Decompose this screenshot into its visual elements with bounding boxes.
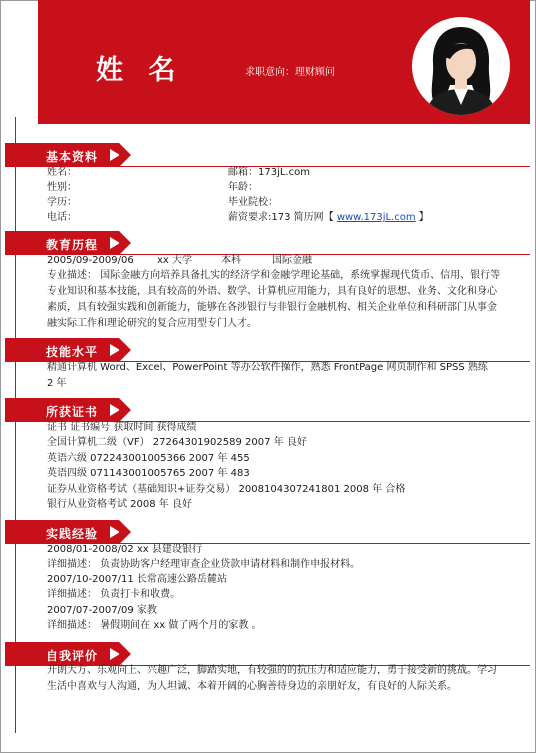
cert-row: 全国计算机二级（VF） 27264301902589 2007 年 良好 xyxy=(47,437,307,448)
experience-row: 2007/07-2007/09 家教 xyxy=(47,605,157,616)
section-header-skills xyxy=(5,338,119,362)
salary-suffix: 】 xyxy=(418,212,429,223)
section-header-experience xyxy=(5,520,119,544)
field-phone: 电话： xyxy=(47,212,77,223)
edu-major: 国际金融 xyxy=(272,255,312,266)
experience-row: 2008/01-2008/02 xx 县建设银行 xyxy=(47,544,202,555)
play-arrow-icon xyxy=(110,648,120,660)
experience-row: 详细描述： 负责协助客户经理审查企业贷款申请材料和制作申报材料。 xyxy=(47,559,361,570)
salary-label: 薪资要求:173 简历网【 xyxy=(228,212,334,223)
section-title-basic: 基本资料 xyxy=(46,150,99,164)
section-header-certs xyxy=(5,398,119,422)
play-arrow-icon xyxy=(110,344,120,356)
website-link[interactable]: www.173jL.com xyxy=(336,212,416,223)
field-degree: 学历： xyxy=(47,197,77,208)
skills-text: 精通计算机 Word、Excel、PowerPoint 等办公软件操作，熟悉 FrontPage 网页制作和 SPSS 熟练 2 年 xyxy=(47,362,488,389)
edu-period: 2005/09-2009/06 xyxy=(47,255,134,266)
avatar-woman-icon xyxy=(412,17,510,115)
section-title-experience: 实践经验 xyxy=(46,527,99,541)
field-age: 年龄： xyxy=(228,182,258,193)
left-accent-rule xyxy=(15,117,16,733)
candidate-name: 姓 名 xyxy=(96,55,184,86)
field-name: 姓名： xyxy=(47,167,77,178)
job-intent: 求职意向：理财顾问 xyxy=(245,67,335,78)
section-header-education xyxy=(5,231,119,255)
field-email: 邮箱：173jL.com xyxy=(228,167,310,178)
section-title-skills: 技能水平 xyxy=(46,345,99,359)
field-gender: 性别： xyxy=(47,182,77,193)
edu-school: xx 大学 xyxy=(157,255,193,266)
edu-level: 本科 xyxy=(221,255,241,266)
self-evaluation-text: 开朗大方、乐观向上、兴趣广泛，脚踏实地，有较强的的抗压力和适应能力，勇于接受新的挑战。学习生活中喜欢与人沟通，为人坦诚、本着开阔的心胸善待身边的亲朋好友，有良好的人际关系。 xyxy=(47,665,497,692)
play-arrow-icon xyxy=(110,404,120,416)
cert-row: 英语六级 072243001005366 2007 年 455 xyxy=(47,453,250,464)
experience-row: 详细描述： 暑假期间在 xx 做了两个月的家教 。 xyxy=(47,620,262,631)
section-header-basic xyxy=(5,143,119,167)
experience-row: 2007/10-2007/11 长常高速公路岳麓站 xyxy=(47,574,227,585)
edu-description: 专业描述： 国际金融方向培养具备扎实的经济学和金融学理论基础，系统掌握现代货币、信用、银行等专业知识和基本技能，具有较高的外语、数学、计算机应用能力，具有良好的思想、业务、文化和身心素质，具有较强实践和创新能力，能够在各涉银行与非银行金融机构、相关企业单位和科研部门从事金融实际工作和理论研究的复合应用型专门人才。 xyxy=(47,270,501,329)
play-arrow-icon xyxy=(110,526,120,538)
section-title-self: 自我评价 xyxy=(46,649,99,663)
section-title-certs: 所获证书 xyxy=(46,405,99,419)
avatar xyxy=(412,17,510,115)
play-arrow-icon xyxy=(110,237,120,249)
field-school: 毕业院校： xyxy=(228,197,278,208)
section-title-education: 教育历程 xyxy=(46,238,99,252)
cert-row: 证券从业资格考试（基础知识+证券交易） 2008104307241801 2008 年 合格 xyxy=(47,484,406,495)
field-salary xyxy=(228,210,429,225)
cert-row: 银行从业资格考试 2008 年 良好 xyxy=(47,499,192,510)
experience-row: 详细描述： 负责打卡和收费。 xyxy=(47,589,181,600)
play-arrow-icon xyxy=(110,149,120,161)
cert-row: 英语四级 071143001005765 2007 年 483 xyxy=(47,468,250,479)
cert-row: 证书 证书编号 获取时间 获得成绩 xyxy=(47,422,197,433)
